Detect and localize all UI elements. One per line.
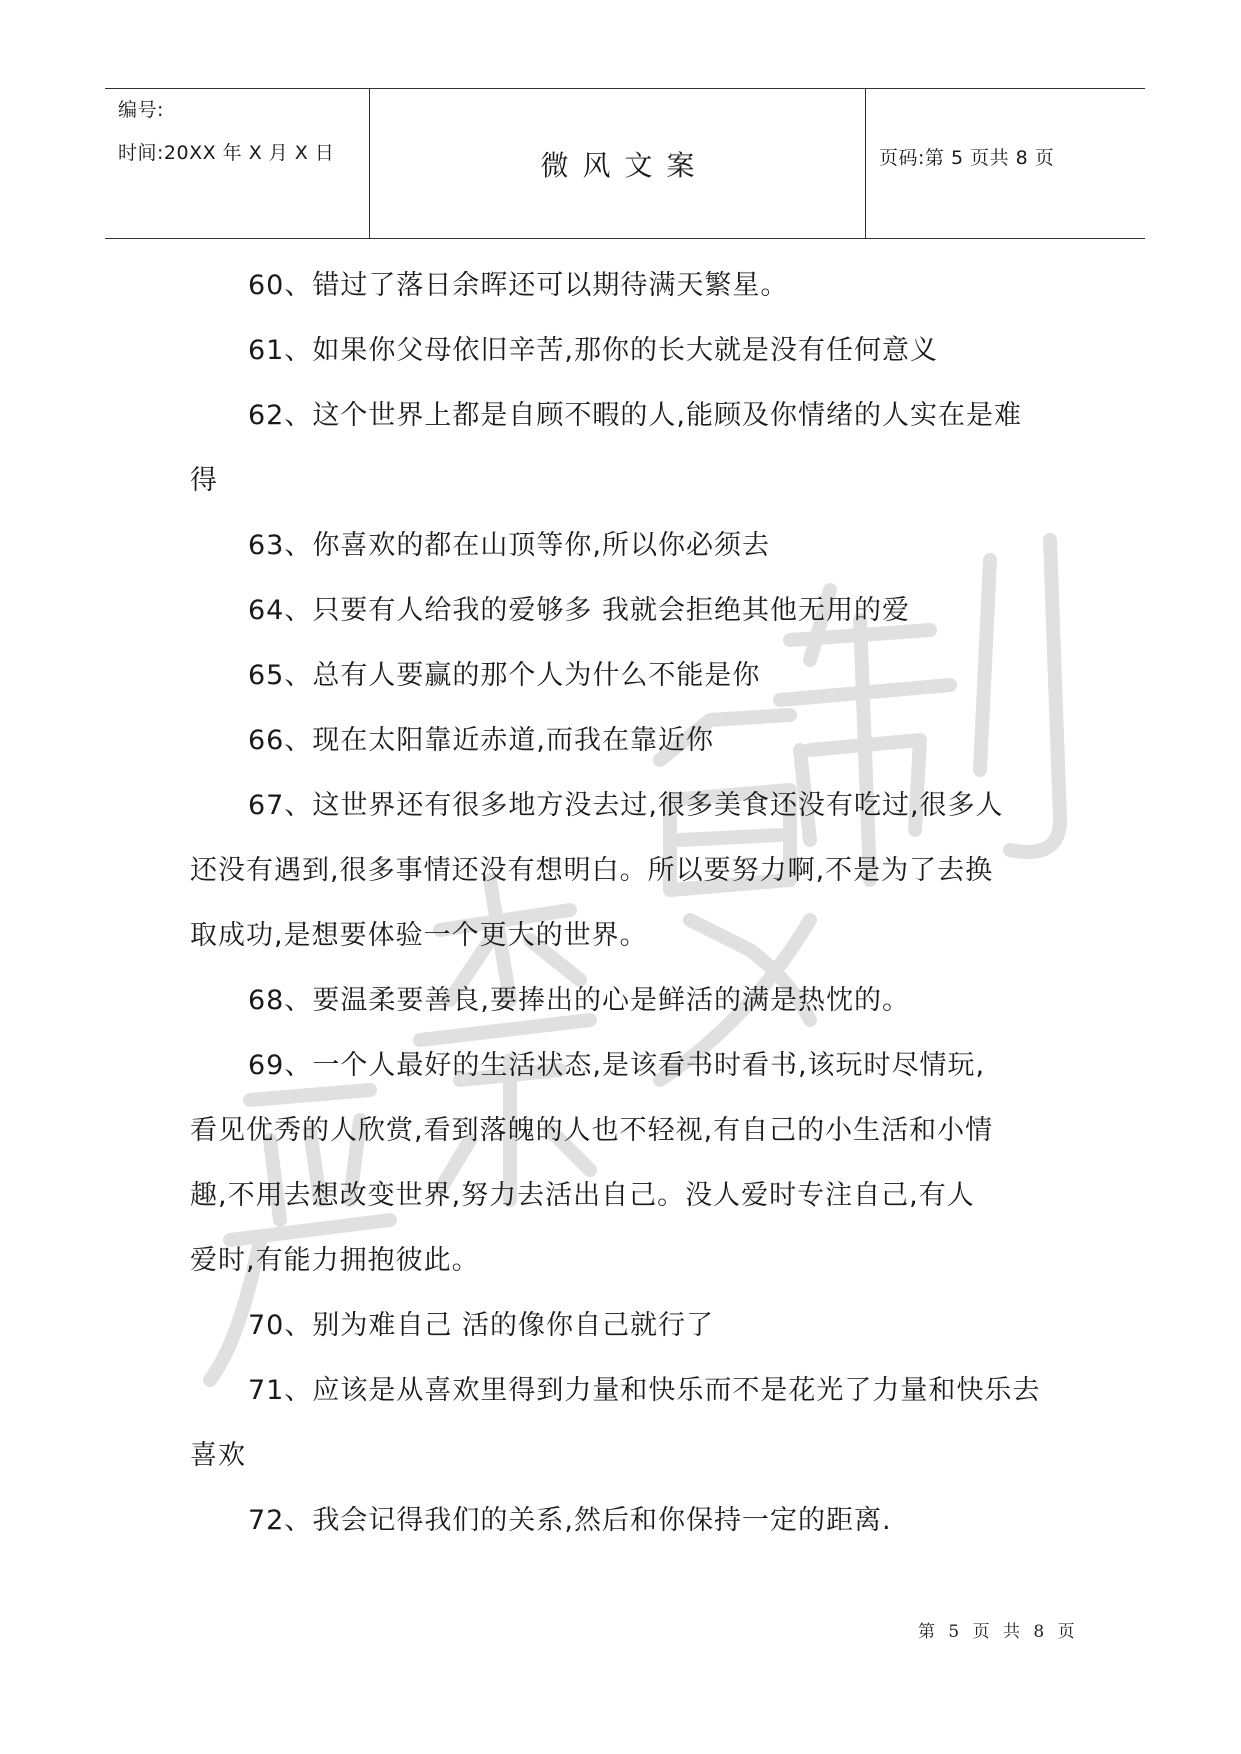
paragraph-72 — [190, 1488, 1070, 1553]
paragraph-line: 71、应该是从喜欢里得到力量和快乐而不是花光了力量和快乐去 — [248, 1375, 1041, 1406]
document-title: 微风文案 — [540, 148, 709, 182]
page-footer: 第 5 页 共 8 页 — [918, 1622, 1079, 1642]
paragraph-line: 66、现在太阳靠近赤道,而我在靠近你 — [248, 725, 714, 756]
paragraph-62 — [190, 383, 1070, 513]
header-page-cell — [866, 89, 1145, 238]
paragraph-61 — [190, 318, 1070, 383]
paragraph-65 — [190, 643, 1070, 708]
paragraph-line: 62、这个世界上都是自顾不暇的人,能顾及你情绪的人实在是难 — [248, 400, 1022, 431]
paragraph-line: 还没有遇到,很多事情还没有想明白。所以要努力啊,不是为了去换 — [190, 855, 994, 886]
paragraph-66 — [190, 708, 1070, 773]
paragraph-line: 爱时,有能力拥抱彼此。 — [190, 1245, 480, 1276]
paragraph-line: 60、错过了落日余晖还可以期待满天繁星。 — [248, 270, 789, 301]
paragraph-line: 看见优秀的人欣赏,看到落魄的人也不轻视,有自己的小生活和小情 — [190, 1115, 994, 1146]
paragraph-63 — [190, 513, 1070, 578]
document-time-label: 时间:20XX 年 X 月 X 日 — [118, 142, 335, 164]
paragraph-60 — [190, 253, 1070, 318]
header-title-cell — [370, 89, 866, 238]
header-page-label: 页码:第 5 页共 8 页 — [879, 147, 1055, 169]
paragraph-70 — [190, 1293, 1070, 1358]
paragraph-line: 69、一个人最好的生活状态,是该看书时看书,该玩时尽情玩, — [248, 1050, 986, 1081]
paragraph-line: 70、别为难自己 活的像你自己就行了 — [248, 1310, 714, 1341]
paragraph-71 — [190, 1358, 1070, 1488]
paragraph-line: 61、如果你父母依旧辛苦,那你的长大就是没有任何意义 — [248, 335, 938, 366]
header-meta-cell — [105, 89, 370, 238]
paragraph-line: 喜欢 — [190, 1440, 246, 1471]
paragraph-line: 65、总有人要赢的那个人为什么不能是你 — [248, 660, 761, 691]
paragraph-line: 63、你喜欢的都在山顶等你,所以你必须去 — [248, 530, 770, 561]
paragraph-line: 得 — [190, 465, 218, 496]
paragraph-69 — [190, 1033, 1070, 1293]
paragraph-64 — [190, 578, 1070, 643]
document-number-label: 编号: — [118, 99, 164, 121]
paragraph-line: 趣,不用去想改变世界,努力去活出自己。没人爱时专注自己,有人 — [190, 1180, 975, 1211]
paragraph-68 — [190, 968, 1070, 1033]
header-table — [105, 88, 1145, 239]
paragraph-67 — [190, 773, 1070, 968]
paragraph-line: 68、要温柔要善良,要捧出的心是鲜活的满是热忱的。 — [248, 985, 910, 1016]
paragraph-line: 67、这世界还有很多地方没去过,很多美食还没有吃过,很多人 — [248, 790, 1004, 821]
paragraph-line: 取成功,是想要体验一个更大的世界。 — [190, 920, 648, 951]
paragraph-line: 64、只要有人给我的爱够多 我就会拒绝其他无用的爱 — [248, 595, 910, 626]
paragraph-line: 72、我会记得我们的关系,然后和你保持一定的距离. — [248, 1505, 892, 1536]
